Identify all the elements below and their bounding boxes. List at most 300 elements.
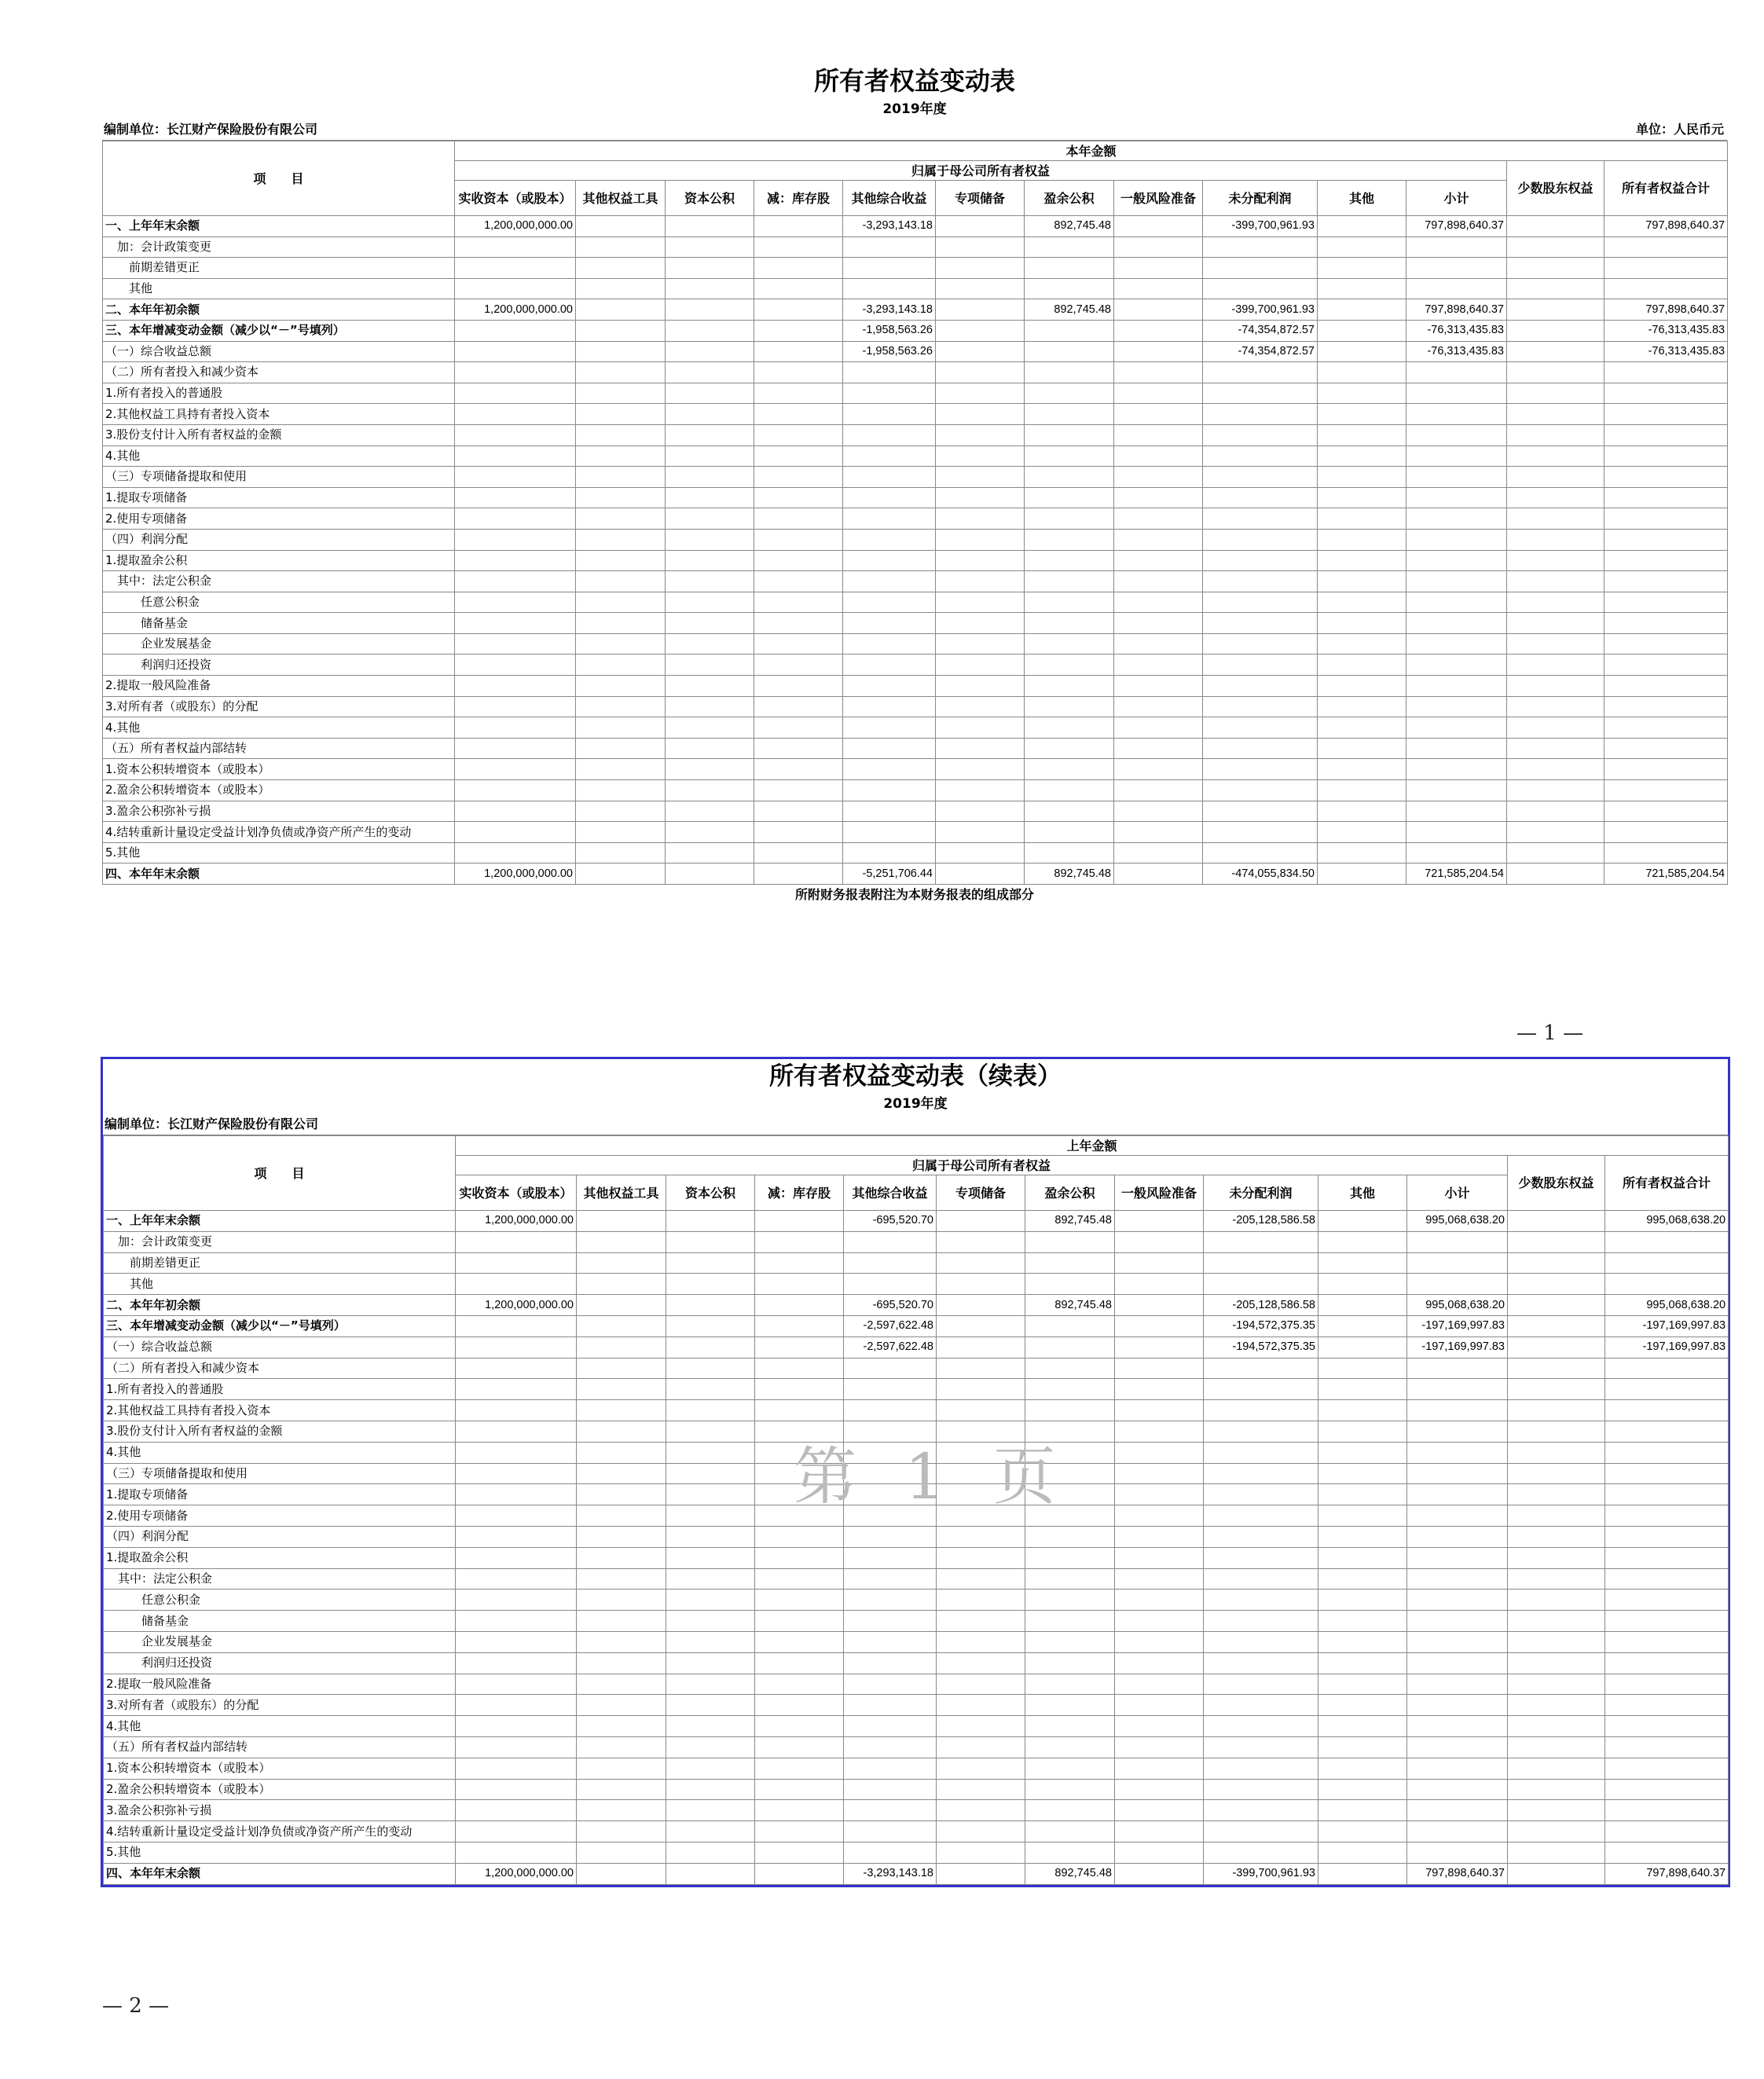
value-cell [1025,613,1114,634]
col-header: 专项储备 [936,181,1025,216]
value-cell [1025,362,1114,383]
value-cell [937,1631,1025,1652]
value-cell: 721,585,204.54 [1406,864,1507,885]
col-header: 实收资本（或股本） [456,1175,577,1211]
table-row [103,801,1728,822]
preparer: 编制单位：长江财产保险股份有限公司 [105,1116,319,1131]
value-cell [1204,1611,1318,1632]
value-cell [576,278,666,299]
row-label: 3.对所有者（或股东）的分配 [103,696,455,717]
value-cell [1025,1400,1115,1421]
value-cell [666,467,754,488]
value-cell [754,571,843,592]
value-cell [666,320,754,341]
value-cell [1203,424,1318,446]
value-cell [1407,1252,1508,1274]
value-cell [666,550,754,571]
value-cell [1115,1800,1204,1821]
row-label: 3.股份支付计入所有者权益的金额 [103,424,455,446]
value-cell [1318,654,1406,676]
value-cell [1605,1379,1729,1400]
value-cell [936,236,1025,258]
value-cell [577,1526,666,1547]
value-cell [1507,362,1604,383]
table-row [104,1252,1729,1274]
value-cell [1025,592,1114,613]
value-cell [844,1736,937,1758]
value-cell [666,592,754,613]
value-cell [1407,1758,1508,1779]
table-row [104,1295,1729,1316]
value-cell [1204,1526,1318,1547]
value-cell [456,1821,577,1842]
value-cell: -197,169,997.83 [1605,1336,1729,1358]
value-cell [666,780,754,801]
value-cell [1204,1716,1318,1737]
value-cell [455,633,576,654]
value-cell [1114,383,1203,404]
table-row [103,529,1728,550]
value-cell [1406,362,1507,383]
value-cell [1605,1695,1729,1716]
value-cell [843,738,936,759]
value-cell [1115,1379,1204,1400]
value-cell [1203,571,1318,592]
value-cell [1025,1800,1115,1821]
value-cell: -2,597,622.48 [844,1336,937,1358]
value-cell [1204,1779,1318,1800]
value-cell [1508,1484,1605,1505]
col-header: 未分配利润 [1204,1175,1318,1211]
value-cell [1406,801,1507,822]
table-row [104,1590,1729,1611]
value-cell [577,1821,666,1842]
value-cell [754,424,843,446]
value-cell [456,1526,577,1547]
value-cell [1507,404,1604,425]
value-cell [1604,613,1728,634]
value-cell [1025,1695,1115,1716]
value-cell [755,1358,844,1379]
value-cell [576,467,666,488]
value-cell [1025,1252,1115,1274]
page-number-1: — 1 — [1516,1021,1584,1045]
value-cell: 1,200,000,000.00 [456,1211,577,1232]
value-cell [1604,487,1728,508]
value-cell [755,1231,844,1252]
value-cell [1115,1652,1204,1674]
value-cell [844,1547,937,1568]
value-cell [455,508,576,530]
value-cell [1406,717,1507,739]
value-cell [1114,676,1203,697]
group-top-header: 本年金额 [455,141,1728,161]
value-cell [1318,383,1406,404]
value-cell [1507,508,1604,530]
value-cell [1115,1484,1204,1505]
value-cell [1204,1463,1318,1484]
row-label: 加：会计政策变更 [103,236,455,258]
value-cell [1508,1379,1605,1400]
value-cell: 797,898,640.37 [1406,299,1507,321]
table-row [103,404,1728,425]
value-cell [1025,676,1114,697]
value-cell [1508,1611,1605,1632]
value-cell [936,258,1025,279]
table-row [103,362,1728,383]
value-cell [1318,1484,1407,1505]
value-cell [666,487,754,508]
value-cell [576,780,666,801]
row-label: （二）所有者投入和减少资本 [103,362,455,383]
value-cell [1604,404,1728,425]
value-cell [1204,1674,1318,1695]
value-cell [455,383,576,404]
value-cell [666,801,754,822]
value-cell [1114,299,1203,321]
value-cell [1025,383,1114,404]
value-cell [937,1252,1025,1274]
value-cell [576,341,666,362]
value-cell [576,654,666,676]
value-cell [1203,717,1318,739]
page-watermark: 第 1 页 [794,1440,1070,1513]
value-cell [1318,1863,1407,1884]
value-cell [754,717,843,739]
value-cell [666,1736,755,1758]
col-header: 其他综合收益 [844,1175,937,1211]
value-cell [1114,320,1203,341]
value-cell [576,822,666,843]
value-cell [754,467,843,488]
value-cell [1025,467,1114,488]
value-cell [455,446,576,467]
col-total-header: 所有者权益合计 [1604,161,1728,216]
value-cell [1406,592,1507,613]
value-cell [937,1400,1025,1421]
value-cell [1318,216,1406,237]
value-cell [1204,1652,1318,1674]
col-header: 减：库存股 [755,1175,844,1211]
value-cell: -3,293,143.18 [843,299,936,321]
value-cell [1204,1695,1318,1716]
value-cell [755,1716,844,1737]
value-cell [1318,467,1406,488]
value-cell [843,508,936,530]
value-cell [936,717,1025,739]
table-row [103,592,1728,613]
group-top-header: 上年金额 [456,1136,1729,1156]
value-cell [576,216,666,237]
value-cell [843,424,936,446]
value-cell [1025,1631,1115,1652]
value-cell [1406,571,1507,592]
value-cell [937,1547,1025,1568]
value-cell [577,1800,666,1821]
value-cell [1318,592,1406,613]
table-row [103,216,1728,237]
value-cell [666,1295,755,1316]
value-cell [577,1590,666,1611]
unit-row [102,119,1727,141]
value-cell [1604,592,1728,613]
value-cell [1507,467,1604,488]
value-cell [666,529,754,550]
value-cell [936,299,1025,321]
row-label: 2.提取一般风险准备 [103,676,455,697]
value-cell [456,1421,577,1442]
value-cell [455,613,576,634]
value-cell [1507,654,1604,676]
value-cell [1604,842,1728,864]
value-cell [666,1590,755,1611]
table-row [104,1674,1729,1695]
value-cell [1407,1484,1508,1505]
value-cell [666,1674,755,1695]
value-cell [1318,320,1406,341]
col-header: 其他权益工具 [577,1175,666,1211]
value-cell: -399,700,961.93 [1204,1863,1318,1884]
value-cell [1203,676,1318,697]
value-cell [937,1590,1025,1611]
value-cell: 797,898,640.37 [1407,1863,1508,1884]
value-cell [1025,550,1114,571]
value-cell [1407,1695,1508,1716]
value-cell [754,780,843,801]
col-item-header: 项 目 [104,1136,456,1211]
value-cell [755,1674,844,1695]
value-cell [1507,696,1604,717]
value-cell: -74,354,872.57 [1203,320,1318,341]
table-row [103,467,1728,488]
row-label: 一、上年年末余额 [103,216,455,237]
value-cell [1203,592,1318,613]
value-cell [1604,362,1728,383]
value-cell [844,1842,937,1863]
value-cell [577,1379,666,1400]
value-cell [1318,1736,1407,1758]
row-label: 2.其他权益工具持有者投入资本 [104,1400,456,1421]
value-cell [1204,1590,1318,1611]
value-cell [1407,1611,1508,1632]
value-cell [666,1336,755,1358]
value-cell [1318,1821,1407,1842]
value-cell [936,529,1025,550]
value-cell: 797,898,640.37 [1604,216,1728,237]
value-cell [844,1758,937,1779]
value-cell [577,1842,666,1863]
value-cell [1114,404,1203,425]
value-cell [1025,571,1114,592]
value-cell: -194,572,375.35 [1204,1315,1318,1336]
value-cell: -5,251,706.44 [843,864,936,885]
value-cell [937,1736,1025,1758]
col-minority-header: 少数股东权益 [1507,161,1604,216]
value-cell [936,383,1025,404]
row-label: 4.其他 [104,1442,456,1463]
value-cell [755,1295,844,1316]
value-cell [1025,1274,1115,1295]
page-number-2: — 2 — [102,1994,170,2018]
value-cell [1508,1358,1605,1379]
value-cell [577,1631,666,1652]
value-cell [666,1800,755,1821]
value-cell [1203,362,1318,383]
value-cell [843,487,936,508]
value-cell [1605,1590,1729,1611]
value-cell [1407,1274,1508,1295]
row-label: 其他 [103,278,455,299]
value-cell [937,1842,1025,1863]
value-cell [1605,1252,1729,1274]
value-cell [843,258,936,279]
table-row [103,613,1728,634]
value-cell [576,446,666,467]
value-cell [936,780,1025,801]
value-cell [1406,404,1507,425]
value-cell [1605,1274,1729,1295]
row-label: （一）综合收益总额 [103,341,455,362]
value-cell [1406,613,1507,634]
table-row [104,1568,1729,1590]
value-cell [666,1315,755,1336]
value-cell [576,550,666,571]
value-cell [666,1568,755,1590]
value-cell [1507,613,1604,634]
value-cell [844,1779,937,1800]
value-cell [755,1779,844,1800]
table-row [103,258,1728,279]
value-cell [577,1358,666,1379]
value-cell [1604,738,1728,759]
value-cell [1406,696,1507,717]
value-cell [1507,759,1604,780]
value-cell [1605,1400,1729,1421]
value-cell [1114,529,1203,550]
value-cell [1114,696,1203,717]
table-row [103,696,1728,717]
value-cell [844,1631,937,1652]
value-cell [1318,1463,1407,1484]
value-cell [754,529,843,550]
value-cell [1605,1779,1729,1800]
value-cell [1604,529,1728,550]
value-cell [455,738,576,759]
value-cell [843,842,936,864]
value-cell [455,842,576,864]
row-label: 1.资本公积转增资本（或股本） [104,1758,456,1779]
value-cell [1604,508,1728,530]
value-cell [1025,717,1114,739]
value-cell [666,258,754,279]
value-cell [576,508,666,530]
value-cell [1508,1547,1605,1568]
value-cell [455,258,576,279]
value-cell [1407,1231,1508,1252]
value-cell [1025,1315,1115,1336]
col-header: 未分配利润 [1203,181,1318,216]
value-cell: 797,898,640.37 [1406,216,1507,237]
value-cell [1407,1442,1508,1463]
value-cell [666,1231,755,1252]
col-total-header: 所有者权益合计 [1605,1156,1729,1211]
value-cell [1115,1611,1204,1632]
table-row [104,1821,1729,1842]
value-cell [666,842,754,864]
value-cell [576,424,666,446]
value-cell [1025,738,1114,759]
value-cell [577,1315,666,1336]
value-cell [456,1484,577,1505]
value-cell: 892,745.48 [1025,1863,1115,1884]
row-label: （三）专项储备提取和使用 [104,1463,456,1484]
col-header: 资本公积 [666,181,754,216]
value-cell [1115,1631,1204,1652]
value-cell [937,1295,1025,1316]
value-cell [1508,1295,1605,1316]
value-cell [1508,1252,1605,1274]
value-cell [1407,1716,1508,1737]
value-cell: -474,055,834.50 [1203,864,1318,885]
value-cell [936,362,1025,383]
value-cell [1508,1779,1605,1800]
value-cell [1318,1779,1407,1800]
value-cell [456,1631,577,1652]
value-cell [1204,1631,1318,1652]
value-cell [937,1315,1025,1336]
row-label: （二）所有者投入和减少资本 [104,1358,456,1379]
value-cell [577,1400,666,1421]
value-cell [666,571,754,592]
value-cell [1605,1631,1729,1652]
table-footer: 所附财务报表附注为本财务报表的组成部分 [794,887,1034,902]
value-cell [1115,1716,1204,1737]
value-cell [937,1568,1025,1590]
value-cell [1604,446,1728,467]
value-cell [755,1590,844,1611]
value-cell [1318,1421,1407,1442]
value-cell [577,1252,666,1274]
value-cell [1114,801,1203,822]
value-cell [1204,1252,1318,1274]
value-cell [843,550,936,571]
value-cell [1318,864,1406,885]
value-cell: 1,200,000,000.00 [455,216,576,237]
value-cell [666,1252,755,1274]
preparer: 编制单位：长江财产保险股份有限公司 [104,122,318,137]
table-row [103,341,1728,362]
row-label: 三、本年增减变动金额（减少以“－”号填列） [104,1315,456,1336]
value-cell [1407,1800,1508,1821]
value-cell [666,1463,755,1484]
value-cell [844,1231,937,1252]
value-cell [936,278,1025,299]
table-row [104,1779,1729,1800]
value-cell [936,446,1025,467]
value-cell [1604,236,1728,258]
value-cell [666,717,754,739]
value-cell [1508,1863,1605,1884]
value-cell: -399,700,961.93 [1203,216,1318,237]
value-cell [577,1505,666,1527]
value-cell [843,446,936,467]
value-cell [1318,759,1406,780]
value-cell [456,1547,577,1568]
value-cell [1025,1611,1115,1632]
value-cell [755,1863,844,1884]
value-cell [576,529,666,550]
value-cell [1204,1274,1318,1295]
